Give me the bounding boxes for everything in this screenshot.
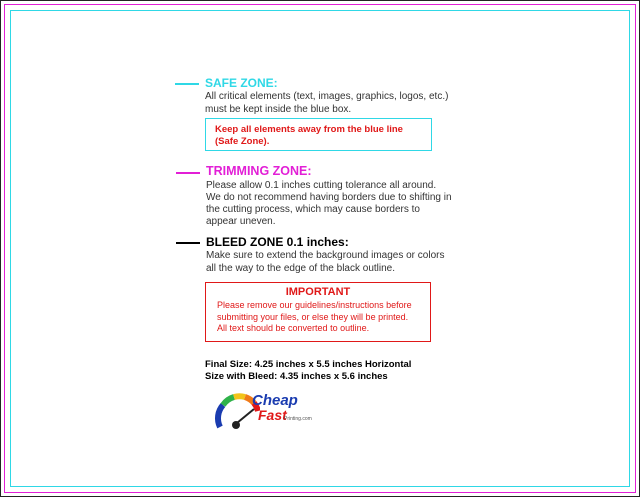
trimming-zone-line: appear uneven. bbox=[206, 216, 276, 227]
safe-zone-note-box bbox=[205, 118, 432, 151]
final-size: Final Size: 4.25 inches x 5.5 inches Horizontal bbox=[205, 359, 412, 370]
important-line: submitting your files, or else they will be printed. bbox=[217, 311, 409, 322]
logo-word-fast: Fast bbox=[258, 407, 287, 423]
trimming-zone-line: Please allow 0.1 inches cutting tolerance all around. bbox=[206, 180, 437, 191]
safe-zone-line: All critical elements (text, images, graphics, logos, etc.) bbox=[205, 91, 449, 102]
important-line: All text should be converted to outline. bbox=[217, 323, 370, 333]
bleed-zone-legend-line bbox=[176, 242, 200, 244]
logo-word-printing: Printing.com bbox=[284, 416, 312, 422]
bleed-zone-line: all the way to the edge of the black outline. bbox=[206, 262, 396, 274]
trimming-zone-line: We do not recommend having borders due to shifting in bbox=[206, 192, 452, 203]
logo-word-cheap: Cheap bbox=[252, 392, 298, 409]
bleed-zone-line: Make sure to extend the background images or colors bbox=[206, 250, 445, 261]
safe-zone-line: must be kept inside the blue box. bbox=[205, 103, 352, 115]
safe-zone-note-line: Keep all elements away from the blue line bbox=[215, 124, 403, 135]
company-logo bbox=[214, 389, 314, 435]
bleed-zone-description bbox=[206, 250, 444, 275]
important-text bbox=[217, 300, 412, 335]
important-title: IMPORTANT bbox=[285, 286, 351, 298]
safe-zone-heading: SAFE ZONE: bbox=[205, 76, 278, 90]
bleed-size: Size with Bleed: 4.35 inches x 5.6 inches bbox=[205, 371, 388, 382]
safe-zone-note bbox=[215, 124, 403, 148]
important-line: Please remove our guidelines/instructions before bbox=[217, 300, 412, 310]
safe-zone-note-line: (Safe Zone). bbox=[215, 136, 270, 147]
trimming-zone-line: the cutting process, which may cause borders to bbox=[206, 204, 420, 215]
trimming-zone-legend-line bbox=[176, 172, 200, 174]
safe-zone-legend-line bbox=[175, 83, 199, 85]
trimming-zone-heading: TRIMMING ZONE: bbox=[206, 164, 312, 178]
safe-zone-description bbox=[205, 91, 448, 116]
size-info bbox=[205, 359, 411, 383]
trimming-zone-description bbox=[206, 180, 452, 228]
important-box bbox=[205, 282, 431, 342]
bleed-zone-heading: BLEED ZONE 0.1 inches: bbox=[206, 235, 349, 249]
